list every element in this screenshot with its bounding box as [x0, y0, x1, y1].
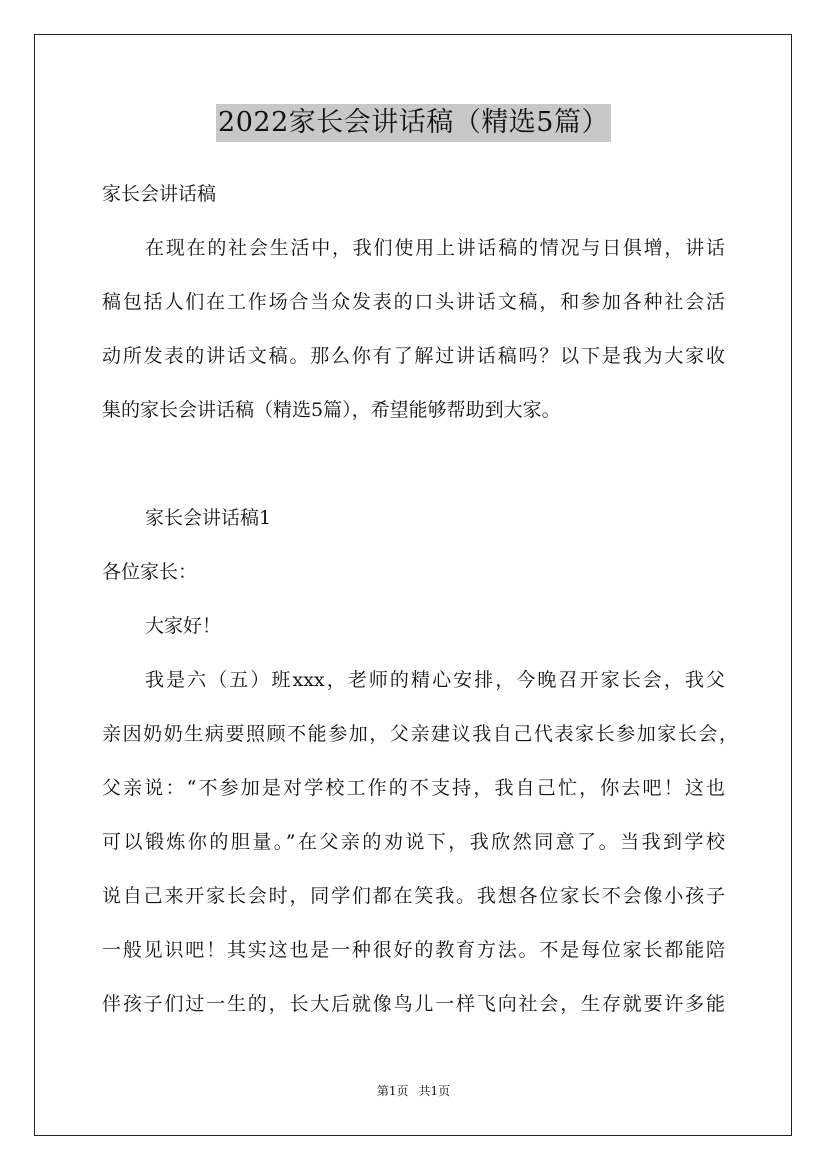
body-line-5: 说自己来开家长会时，同学们都在笑我。我想各位家长不会像小孩子: [102, 885, 725, 907]
salutation: 各位家长：: [102, 561, 198, 583]
intro-line-1: 在现在的社会生活中，我们使用上讲话稿的情况与日俱增，讲话: [145, 237, 725, 259]
page-number: 第1页: [376, 1084, 409, 1098]
body-line-4: 可以锻炼你的胆量。”在父亲的劝说下，我欣然同意了。当我到学校: [102, 831, 725, 853]
body-line-6: 一般见识吧！其实这也是一种很好的教育方法。不是每位家长都能陪: [102, 939, 725, 961]
body-line-1: 我是六（五）班xxx，老师的精心安排，今晚召开家长会，我父: [145, 669, 725, 691]
greeting: 大家好！: [145, 615, 222, 637]
intro-line-2: 稿包括人们在工作场合当众发表的口头讲话文稿，和参加各种社会活: [102, 291, 725, 313]
document-title: 2022家长会讲话稿（精选5篇）: [216, 104, 611, 142]
title-container: [0, 104, 827, 142]
body-line-2: 亲因奶奶生病要照顾不能参加，父亲建议我自己代表家长参加家长会，: [102, 723, 738, 745]
intro-line-4: 集的家长会讲话稿（精选5篇），希望能够帮助到大家。: [102, 399, 561, 421]
body-line-3: 父亲说：“不参加是对学校工作的不支持，我自己忙，你去吧！这也: [102, 777, 725, 799]
page-footer: [0, 1083, 827, 1099]
section-heading: 家长会讲话稿1: [145, 507, 272, 529]
body-line-7: 伴孩子们过一生的，长大后就像鸟儿一样飞向社会，生存就要许多能: [102, 993, 725, 1015]
intro-line-3: 动所发表的讲话文稿。那么你有了解过讲话稿吗？以下是我为大家收: [102, 345, 725, 367]
page-total: 共1页: [418, 1084, 451, 1098]
subtitle: 家长会讲话稿: [102, 183, 217, 205]
